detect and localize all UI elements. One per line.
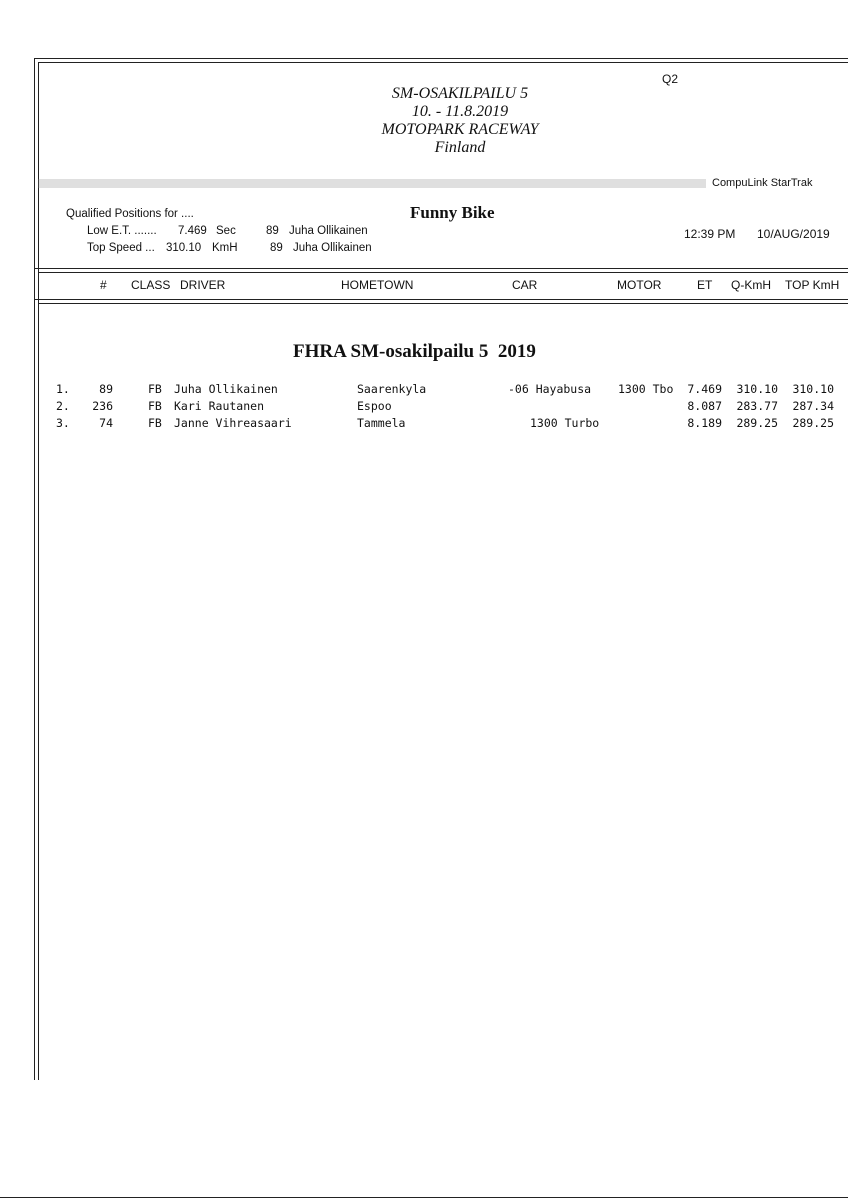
row-hometown: Tammela xyxy=(357,416,406,430)
top-border-inner xyxy=(38,62,848,63)
top-border xyxy=(34,58,848,59)
row-pos: 1. xyxy=(56,382,70,396)
low-et-driver: Juha Ollikainen xyxy=(289,225,368,237)
row-number: 89 xyxy=(99,382,113,396)
low-et-label: Low E.T. ....... xyxy=(87,225,157,237)
col-car: CAR xyxy=(512,278,538,292)
top-speed-number: 89 xyxy=(270,242,283,254)
low-et-number: 89 xyxy=(266,225,279,237)
title-line-4: Finland xyxy=(434,139,486,156)
top-speed-driver: Juha Ollikainen xyxy=(293,242,372,254)
row-top-kmh: 287.34 xyxy=(792,399,834,413)
row-class: FB xyxy=(148,382,162,396)
row-driver: Janne Vihreasaari xyxy=(174,416,292,430)
row-motor: 1300 Tbo xyxy=(618,382,674,396)
col-motor: MOTOR xyxy=(617,278,662,292)
row-hometown: Espoo xyxy=(357,399,392,413)
report-date: 10/AUG/2019 xyxy=(757,227,830,241)
row-q-kmh: 283.77 xyxy=(736,399,778,413)
row-q-kmh: 289.25 xyxy=(736,416,778,430)
dotted-band xyxy=(38,179,706,188)
row-class: FB xyxy=(148,416,162,430)
bottom-rule xyxy=(0,1197,848,1198)
event-title: FHRA SM-osakilpailu 5 2019 xyxy=(293,341,536,362)
low-et-unit: Sec xyxy=(216,225,236,237)
top-speed-label: Top Speed ... xyxy=(87,242,155,254)
col-class: CLASS xyxy=(131,278,171,292)
row-class: FB xyxy=(148,399,162,413)
row-number: 74 xyxy=(99,416,113,430)
report-time: 12:39 PM xyxy=(684,227,736,241)
col-number: # xyxy=(100,278,107,292)
qualified-label: Qualified Positions for .... xyxy=(66,208,194,220)
row-hometown: Saarenkyla xyxy=(357,382,427,396)
row-car: -06 Hayabusa xyxy=(508,382,592,396)
top-speed-value: 310.10 xyxy=(166,242,202,254)
row-et: 7.469 xyxy=(687,382,722,396)
round-label: Q2 xyxy=(662,72,679,86)
col-driver: DRIVER xyxy=(180,278,226,292)
row-number: 236 xyxy=(92,399,113,413)
row-driver: Juha Ollikainen xyxy=(174,382,278,396)
row-top-kmh: 289.25 xyxy=(792,416,834,430)
row-driver: Kari Rautanen xyxy=(174,399,265,413)
col-top-kmh: TOP KmH xyxy=(785,278,840,292)
row-top-kmh: 310.10 xyxy=(792,382,834,396)
row-car: 1300 Turbo xyxy=(530,416,600,430)
col-hometown: HOMETOWN xyxy=(341,278,414,292)
left-border xyxy=(34,58,35,1080)
title-line-3: MOTOPARK RACEWAY xyxy=(381,121,539,138)
low-et-value: 7.469 xyxy=(178,225,207,237)
row-q-kmh: 310.10 xyxy=(736,382,778,396)
qualified-divider xyxy=(34,268,848,269)
left-border-inner xyxy=(38,62,39,1080)
row-pos: 3. xyxy=(56,416,70,430)
qualified-divider-inner xyxy=(38,272,848,273)
row-et: 8.189 xyxy=(687,416,722,430)
system-label: CompuLink StarTrak xyxy=(712,177,813,189)
row-et: 8.087 xyxy=(687,399,722,413)
class-name-title: Funny Bike xyxy=(410,203,495,222)
row-pos: 2. xyxy=(56,399,70,413)
title-line-2: 10. - 11.8.2019 xyxy=(411,103,509,120)
col-q-kmh: Q-KmH xyxy=(731,278,771,292)
top-speed-unit: KmH xyxy=(212,242,238,254)
column-header-divider xyxy=(34,299,848,300)
column-header-divider-inner xyxy=(38,303,848,304)
col-et: ET xyxy=(697,278,713,292)
title-line-1: SM-OSAKILPAILU 5 xyxy=(391,85,529,102)
